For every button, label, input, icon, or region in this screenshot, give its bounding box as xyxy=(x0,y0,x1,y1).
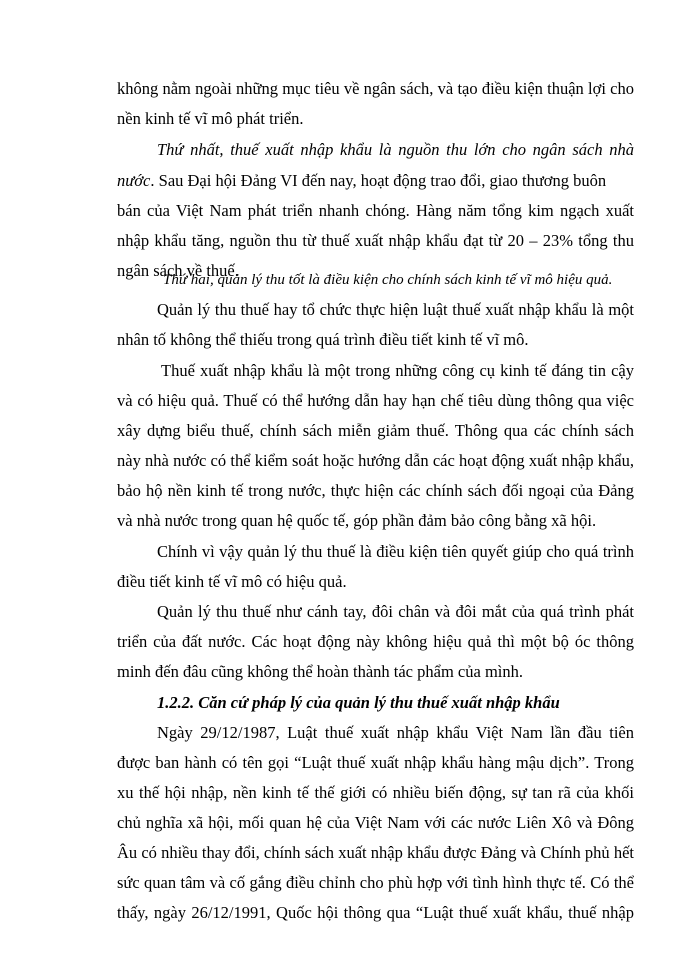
paragraph-3-italic: Thứ hai, quản lý thu tốt là điều kiện cho chính sách kinh tế vĩ mô hiệu quả. xyxy=(163,272,613,288)
paragraph-1-line-1: không nằm ngoài những mục tiêu về ngân sách, và tạo điều kiện thuận lợi cho xyxy=(117,79,634,98)
paragraph-2-line-5: ngân sách về thuế. xyxy=(117,261,239,280)
section-heading: 1.2.2. Căn cứ pháp lý của quản lý thu thuế xuất nhập khẩu xyxy=(157,693,560,712)
paragraph-2-lead-italic: Thứ nhất, thuế xuất nhập khẩu là nguồn thu lớn cho ngân sách nhà xyxy=(157,140,634,159)
paragraph-5-line-1: Thuế xuất nhập khẩu là một trong những công cụ kinh tế đáng tin cậy xyxy=(161,361,634,380)
paragraph-7-line-3: minh đến đâu cũng không thể hoàn thành tác phẩm của mình. xyxy=(117,662,523,681)
paragraph-2-line-4: nhập khẩu tăng, nguồn thu từ thuế xuất nhập khẩu đạt từ 20 – 23% tổng thu xyxy=(117,231,634,250)
paragraph-8-line-4: chủ nghĩa xã hội, mối quan hệ của Việt Nam với các nước Liên Xô và Đông xyxy=(117,813,634,832)
paragraph-6-line-1: Chính vì vậy quản lý thu thuế là điều kiện tiên quyết giúp cho quá trình xyxy=(157,542,634,561)
paragraph-5-line-4: này nhà nước có thể kiểm soát hoặc hướng dẫn các hoạt động xuất nhập khẩu, xyxy=(117,451,634,470)
paragraph-6-line-2: điều tiết kinh tế vĩ mô có hiệu quả. xyxy=(117,572,347,591)
paragraph-2-lead-italic-end: nước xyxy=(117,171,151,190)
paragraph-8-line-6: sức quan tâm và cố gắng điều chỉnh cho phù hợp với tình hình thực tế. Có thể xyxy=(117,873,634,892)
paragraph-8-line-7: thấy, ngày 26/12/1991, Quốc hội thông qua “Luật thuế xuất khẩu, thuế nhập xyxy=(117,903,634,922)
paragraph-7-line-2: triển của đất nước. Các hoạt động này không hiệu quả thì một bộ óc thông xyxy=(117,632,634,651)
paragraph-4-line-2: nhân tố không thể thiếu trong quá trình điều tiết kinh tế vĩ mô. xyxy=(117,330,529,349)
paragraph-8-line-1: Ngày 29/12/1987, Luật thuế xuất nhập khẩu Việt Nam lần đầu tiên xyxy=(157,723,634,742)
paragraph-5-line-6: và nhà nước trong quan hệ quốc tế, góp phần đảm bảo công bằng xã hội. xyxy=(117,511,597,530)
paragraph-7-line-1: Quản lý thu thuế như cánh tay, đôi chân và đôi mắt của quá trình phát xyxy=(157,602,634,621)
paragraph-2-line-3: bán của Việt Nam phát triển nhanh chóng. Hàng năm tổng kim ngạch xuất xyxy=(117,201,634,220)
paragraph-2-line-2-rest: . Sau Đại hội Đảng VI đến nay, hoạt động trao đổi, giao thương buôn xyxy=(150,171,607,190)
paragraph-5-line-3: xây dựng biểu thuế, chính sách miễn giảm thuế. Thông qua các chính sách xyxy=(117,421,634,440)
paragraph-4-line-1: Quản lý thu thuế hay tổ chức thực hiện luật thuế xuất nhập khẩu là một xyxy=(157,300,634,319)
paragraph-8-line-2: được ban hành có tên gọi “Luật thuế xuất nhập khẩu hàng mậu dịch”. Trong xyxy=(117,753,634,772)
paragraph-5-line-2: và có hiệu quả. Thuế có thể hướng dẫn hay hạn chế tiêu dùng thông qua việc xyxy=(117,391,634,410)
paragraph-5-line-5: bảo hộ nền kinh tế trong nước, thực hiện các chính sách đối ngoại của Đảng xyxy=(117,481,634,500)
paragraph-8-line-5: Âu có nhiều thay đổi, chính sách xuất nhập khẩu được Đảng và Chính phủ hết xyxy=(117,843,634,862)
paragraph-8-line-3: xu thế hội nhập, nền kinh tế thế giới có nhiều biến động, sự tan rã của khối xyxy=(117,783,634,802)
paragraph-2-line-2 xyxy=(117,171,634,191)
paragraph-1-line-2: nền kinh tế vĩ mô phát triển. xyxy=(117,109,304,128)
